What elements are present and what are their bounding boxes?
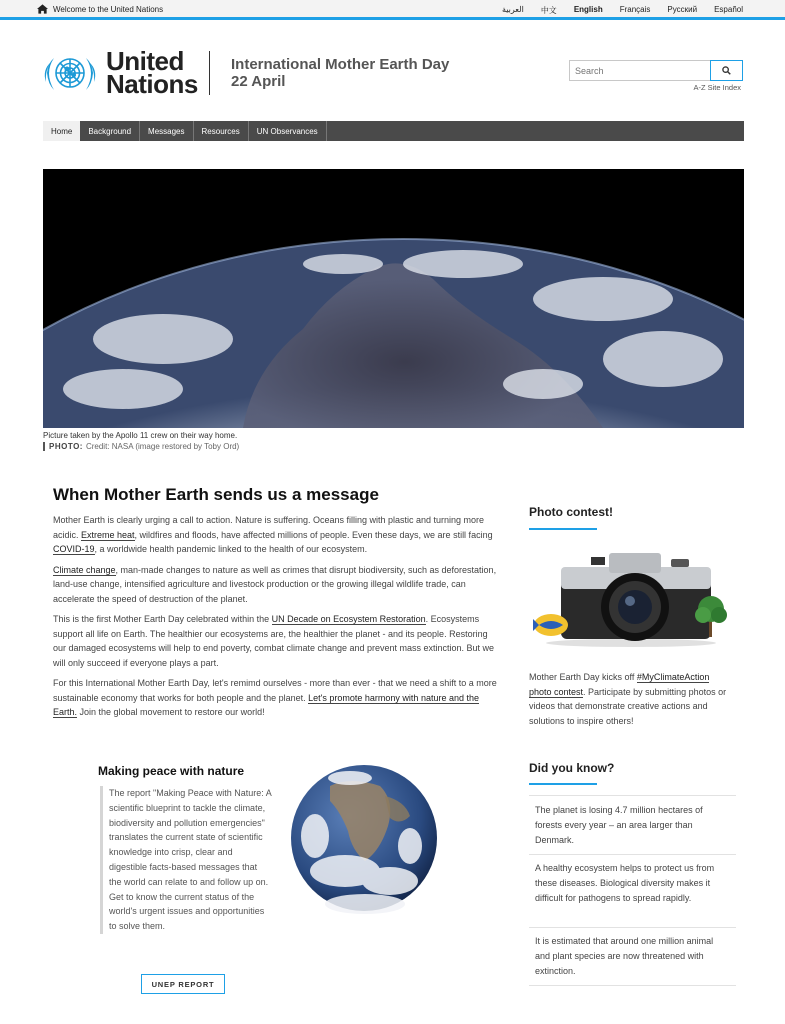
text-span: For this International Mother Earth Day, let's remimd ourselves - more than ever - that we need a shift to a more sustainable economy that works for both people and the planet. bbox=[53, 678, 497, 703]
heading-underline bbox=[529, 528, 597, 530]
text-span: Join the global movement to restore our world! bbox=[77, 707, 265, 717]
nav-resources[interactable]: Resources bbox=[194, 121, 249, 141]
facts-divider bbox=[529, 795, 736, 796]
fact-item: A healthy ecosystem helps to protect us from these diseases. Biological diversity makes it difficult for pathogens to spread rapidly. bbox=[529, 861, 736, 928]
site-title-line2: 22 April bbox=[231, 73, 286, 90]
search-input[interactable] bbox=[569, 60, 710, 81]
text-span: , wildfires and floods, have affected millions of people. Even these days, we are still facing bbox=[134, 529, 493, 540]
text-span: . Ecosystems support all life on Earth. The healthier our ecosystems are, the healthier the planet - and its people. Restoring our damaged ecosystems will help to end poverty, combat climate change and prevent mass extinction. But we will only succeed if everyone plays a part. bbox=[53, 614, 495, 668]
logo-wordmark bbox=[106, 46, 198, 99]
text-span: , man-made changes to nature as well as crimes that disrupt biodiversity, such as deforestation, land-use change, intensified agriculture and livestock production or the growing illegal wildlife trade, can accelerate the speed of destruction of the planet. bbox=[53, 564, 497, 604]
un-emblem-icon bbox=[40, 48, 100, 98]
search-button[interactable] bbox=[710, 60, 743, 81]
site-title-line1: International Mother Earth Day bbox=[231, 56, 450, 73]
blue-marble-globe-image bbox=[290, 756, 439, 919]
lang-arabic[interactable]: العربية bbox=[501, 5, 524, 14]
lang-chinese[interactable]: 中文 bbox=[540, 6, 557, 15]
top-bar bbox=[0, 0, 785, 20]
article-body bbox=[53, 513, 503, 726]
nav-background[interactable]: Background bbox=[80, 121, 140, 141]
welcome-text: Welcome to the United Nations bbox=[53, 4, 164, 14]
text-span: . Participate by submitting photos or videos that demonstrate creative actions and solutions to inspire others! bbox=[529, 686, 727, 726]
search-box bbox=[569, 60, 743, 81]
credit-label: PHOTO: bbox=[49, 442, 83, 451]
un-logo[interactable] bbox=[40, 48, 198, 98]
nav-messages[interactable]: Messages bbox=[140, 121, 193, 141]
logo-line-nations: Nations bbox=[106, 69, 198, 99]
article-paragraph-4 bbox=[53, 676, 503, 720]
az-site-index-link[interactable]: A-Z Site Index bbox=[693, 83, 741, 92]
article-paragraph-1 bbox=[53, 513, 503, 557]
earth-horizon-image bbox=[43, 169, 744, 428]
hero-credit bbox=[43, 442, 239, 451]
climate-change-link[interactable]: Climate change bbox=[53, 564, 116, 575]
un-decade-link[interactable]: UN Decade on Ecosystem Restoration bbox=[271, 614, 426, 624]
unep-report-button[interactable]: UNEP REPORT bbox=[141, 974, 225, 994]
article-paragraph-2 bbox=[53, 563, 503, 607]
credit-text: Credit: NASA (image restored by Toby Ord) bbox=[85, 442, 240, 451]
heading-underline bbox=[529, 783, 597, 785]
home-icon bbox=[37, 4, 48, 14]
welcome-link[interactable] bbox=[37, 4, 163, 14]
hero-caption: Picture taken by the Apollo 11 crew on their way home. bbox=[43, 431, 238, 440]
lang-french[interactable]: Français bbox=[619, 5, 651, 14]
lang-spanish[interactable]: Español bbox=[714, 5, 743, 14]
peace-description: The report "Making Peace with Nature: A scientific blueprint to tackle the climate, biodiversity and pollution emergencies" translates the current state of scientific knowledge into crisp, clear and digestible facts-based messages that the world can relate to and follow up on. Get to know the current status of the world's urgent issues and opportunities to solve them. bbox=[100, 786, 272, 934]
peace-title: Making peace with nature bbox=[98, 764, 245, 778]
hero-earth-image bbox=[43, 169, 744, 428]
text-span: Mother Earth is clearly urging a call to action. Nature is suffering. Oceans filling with plastic and turning more acidic. bbox=[53, 515, 485, 540]
photo-contest-heading: Photo contest! bbox=[529, 505, 613, 519]
harmony-with-nature-link[interactable]: Let's promote harmony with nature and the Earth. bbox=[53, 692, 479, 717]
camera-illustration[interactable] bbox=[531, 545, 729, 648]
header-divider bbox=[209, 51, 210, 95]
myclimateaction-link[interactable]: #MyClimateAction photo contest bbox=[529, 672, 710, 697]
text-span: Mother Earth Day kicks off bbox=[529, 672, 637, 682]
covid-19-link[interactable]: COVID-19 bbox=[53, 544, 95, 554]
language-switcher bbox=[502, 5, 743, 16]
site-title[interactable] bbox=[231, 56, 449, 90]
photo-contest-text bbox=[529, 670, 734, 728]
article-paragraph-3 bbox=[53, 612, 503, 670]
main-nav bbox=[43, 121, 744, 141]
logo-line-united: United bbox=[106, 46, 184, 76]
search-icon bbox=[722, 66, 731, 75]
lang-russian[interactable]: Русский bbox=[667, 5, 698, 14]
did-you-know-heading: Did you know? bbox=[529, 761, 615, 775]
extreme-heat-link[interactable]: Extreme heat bbox=[81, 529, 135, 540]
nav-home[interactable]: Home bbox=[43, 121, 80, 141]
text-span: This is the first Mother Earth Day celebrated within the bbox=[53, 614, 272, 624]
lang-english[interactable]: English bbox=[573, 5, 603, 14]
fact-item: It is estimated that around one million animal and plant species are now threatened with extinction. bbox=[529, 934, 736, 986]
fact-item: The planet is losing 4.7 million hectares of forests every year – an area larger than Denmark. bbox=[529, 803, 736, 855]
article-title: When Mother Earth sends us a message bbox=[53, 485, 379, 504]
nav-un-observances[interactable]: UN Observances bbox=[249, 121, 327, 141]
text-span: , a worldwide health pandemic linked to the health of our ecosystem. bbox=[94, 544, 368, 554]
